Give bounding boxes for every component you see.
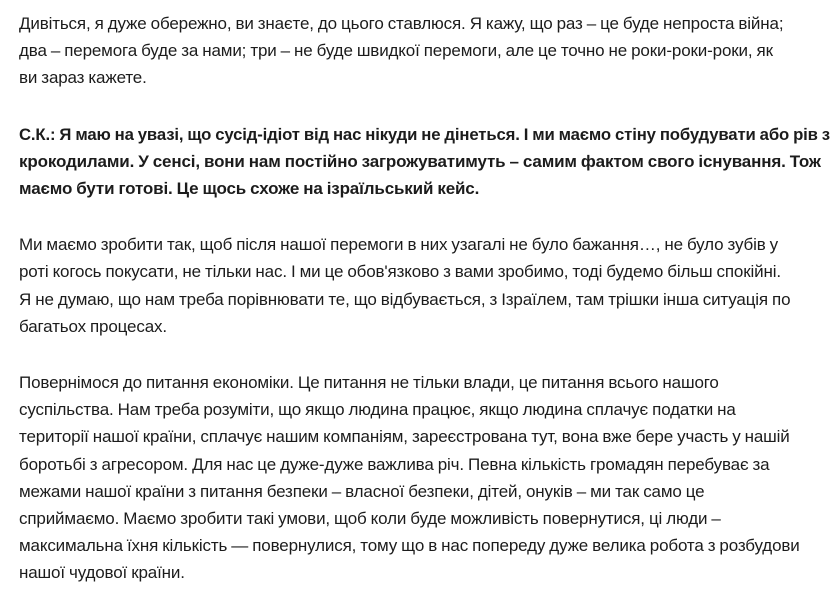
text-line: С.К.: Я маю на увазі, що сусід-ідіот від нас нікуди не дінеться. І ми маємо стіну побудувати або рів з: [19, 124, 830, 144]
text-line: межами нашої країни з питання безпеки – власної безпеки, дітей, онуків – ми так само це: [19, 481, 705, 501]
text-line: суспільства. Нам треба розуміти, що якщо людина працює, якщо людина сплачує податки на: [19, 400, 736, 420]
text-line: два – перемога буде за нами; три – не буде швидкої перемоги, але це точно не роки-роки-роки, як: [19, 41, 773, 61]
paragraph-question: [19, 121, 828, 203]
text-line: нашої чудової країни.: [19, 563, 185, 583]
text-line: Ми маємо зробити так, щоб після нашої перемоги в них узагалі не було бажання…, не було зубів у: [19, 235, 779, 255]
text-line: маємо бути готові. Це щось схоже на ізраїльський кейс.: [19, 179, 480, 199]
text-line: Я не думаю, що нам треба порівнювати те, що відбувається, з Ізраїлем, там трішки інша ситуація по: [19, 289, 791, 309]
text-line: роті когось покусати, не тільки нас. І ми це обов'язково з вами зробимо, тоді будемо більш спокійні.: [19, 262, 781, 282]
paragraph-answer-2: [19, 231, 828, 340]
text-line: ви зараз кажете.: [19, 68, 147, 88]
text-line: території нашої країни, сплачує нашим компаніям, зареєстрована тут, вона вже бере участь у нашій: [19, 427, 790, 447]
paragraph-answer-3: [19, 369, 828, 587]
text-line: Повернімося до питання економіки. Це питання не тільки влади, це питання всього нашого: [19, 373, 719, 393]
text-line: крокодилами. У сенсі, вони нам постійно загрожуватимуть – самим фактом свого існування. Тож: [19, 151, 821, 171]
text-line: боротьбі з агресором. Для нас це дуже-дуже важлива річ. Певна кількість громадян перебуває за: [19, 454, 770, 474]
text-line: максимальна їхня кількість — повернулися, тому що в нас попереду дуже велика робота з розбудови: [19, 536, 800, 556]
text-line: сприймаємо. Маємо зробити такі умови, щоб коли буде можливість повернутися, ці люди –: [19, 509, 721, 529]
paragraph-answer-1: [19, 10, 828, 92]
text-line: Дивіться, я дуже обережно, ви знаєте, до цього ставлюся. Я кажу, що раз – це буде непроста війна;: [19, 14, 784, 33]
text-line: багатьох процесах.: [19, 316, 167, 336]
